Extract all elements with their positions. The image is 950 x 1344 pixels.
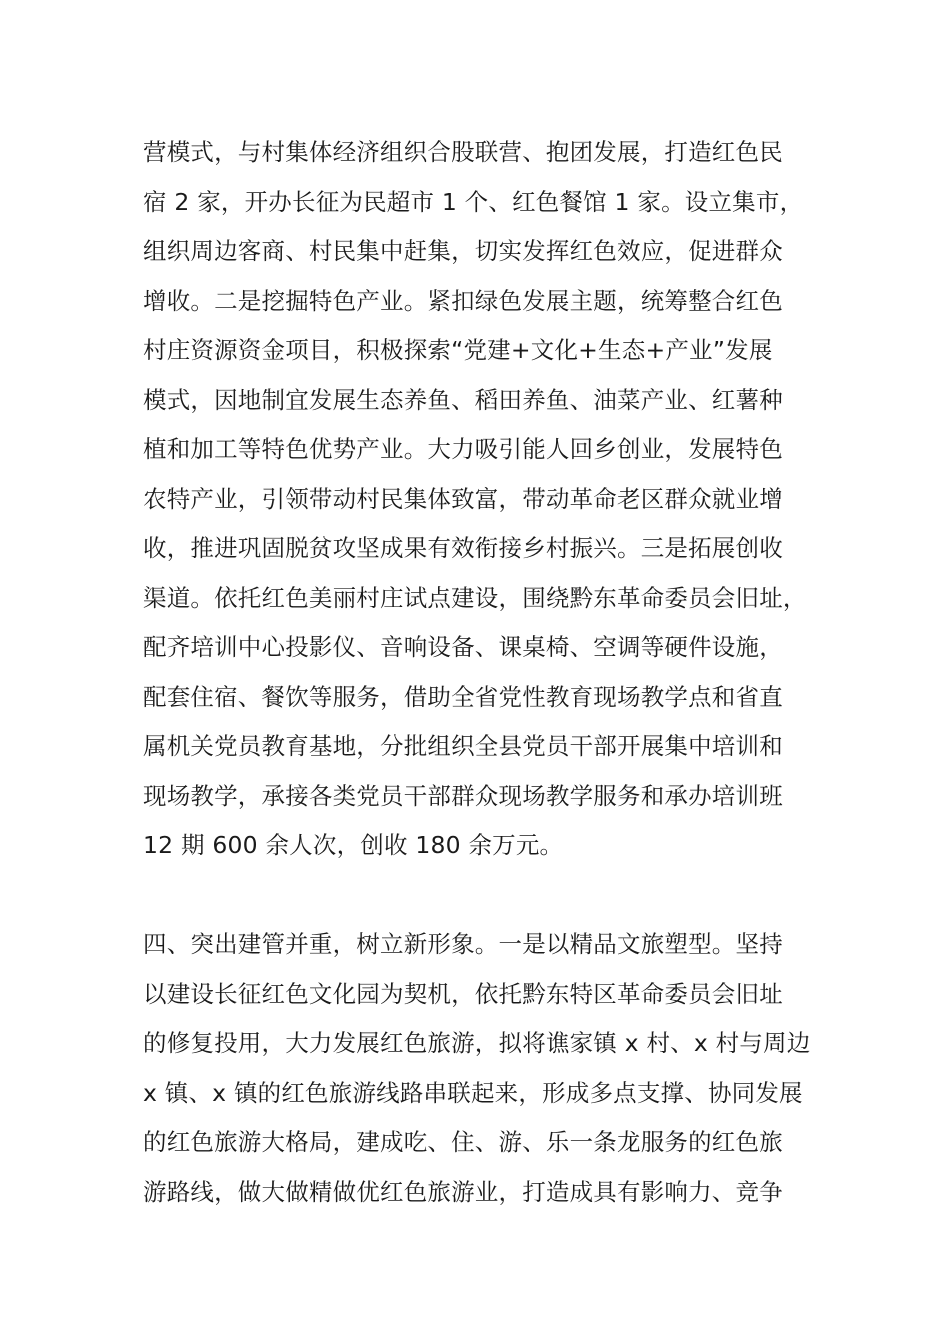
text-line: x 镇、x 镇的红色旅游线路串联起来，形成多点支撑、协同发展 — [143, 1078, 803, 1107]
text-line: 增收。二是挖掘特色产业。紧扣绿色发展主题，统筹整合红色 — [143, 286, 783, 315]
text-line: 宿 2 家，开办长征为民超市 1 个、红色餐馆 1 家。设立集市， — [143, 187, 804, 216]
paragraph-1 — [143, 128, 823, 871]
text-line: 植和加工等特色优势产业。大力吸引能人回乡创业，发展特色 — [143, 435, 783, 463]
text-line: 组织周边客商、村民集中赶集，切实发挥红色效应，促进群众 — [143, 237, 783, 265]
text-line: 的红色旅游大格局，建成吃、住、游、乐一条龙服务的红色旅 — [143, 1128, 783, 1156]
text-line: 12 期 600 余人次，创收 180 余万元。 — [143, 831, 564, 859]
text-line: 配齐培训中心投影仪、音响设备、课桌椅、空调等硬件设施， — [143, 633, 783, 661]
text-line: 以建设长征红色文化园为契机，依托黔东特区革命委员会旧址 — [143, 979, 783, 1008]
text-line: 属机关党员教育基地，分批组织全县党员干部开展集中培训和 — [143, 732, 783, 760]
text-line: 模式，因地制宜发展生态养鱼、稻田养鱼、油菜产业、红薯种 — [143, 385, 783, 414]
text-line: 游路线，做大做精做优红色旅游业，打造成具有影响力、竞争 — [143, 1177, 783, 1206]
text-line: 农特产业，引领带动村民集体致富，带动革命老区群众就业增 — [143, 484, 783, 513]
text-line: 的修复投用，大力发展红色旅游，拟将谯家镇 x 村、x 村与周边 — [143, 1029, 811, 1057]
text-line: 收，推进巩固脱贫攻坚成果有效衔接乡村振兴。三是拓展创收 — [143, 534, 783, 562]
text-line: 营模式，与村集体经济组织合股联营、抱团发展，打造红色民 — [143, 138, 783, 166]
text-line: 渠道。依托红色美丽村庄试点建设，围绕黔东革命委员会旧址， — [143, 583, 807, 612]
text-line: 村庄资源资金项目，积极探索“党建+文化+生态+产业”发展 — [143, 336, 773, 364]
text-line: 配套住宿、餐饮等服务，借助全省党性教育现场教学点和省直 — [143, 682, 783, 711]
text-line: 现场教学，承接各类党员干部群众现场教学服务和承办培训班 — [143, 781, 783, 810]
paragraph-2 — [143, 920, 823, 1217]
text-line: 四、突出建管并重，树立新形象。一是以精品文旅塑型。坚持 — [143, 930, 783, 958]
